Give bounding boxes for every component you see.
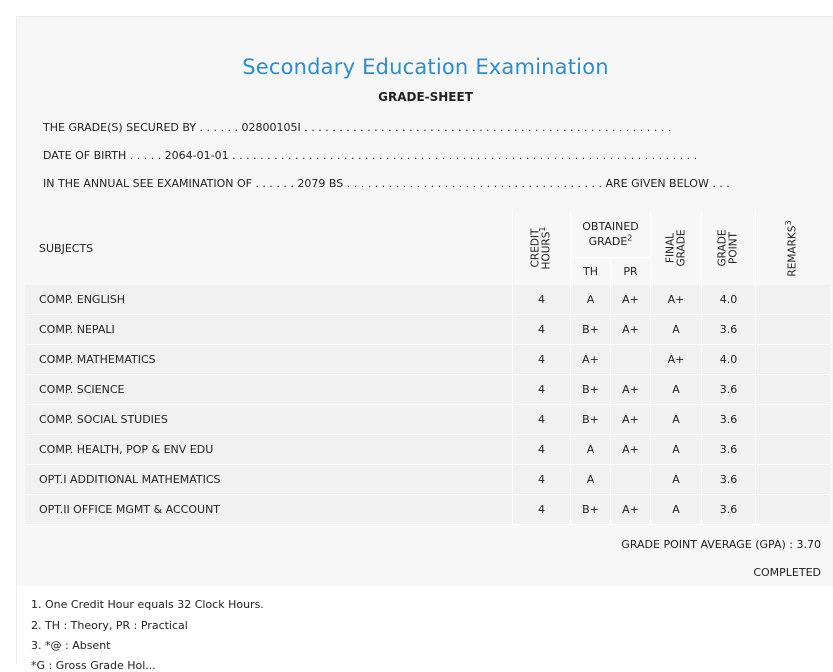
remarks-cell: [756, 495, 830, 525]
th-grade-cell: A: [571, 435, 611, 465]
pr-grade-cell: A+: [611, 375, 651, 405]
grade-point-cell: 3.6: [702, 375, 756, 405]
final-grade-cell: A: [651, 375, 702, 405]
obtained-header-line1: OBTAINED: [582, 220, 639, 233]
secured-by-line: THE GRADE(S) SECURED BY . . . . . . 02800105I . . . . . . . . . . . . . . . . . . . . . . . . . . . . . . . . . . . . . . . . . . . . . . . . . . . . .: [43, 121, 672, 134]
table-row: [25, 495, 830, 525]
credit-header-line1: CREDIT: [529, 228, 542, 268]
note-item: 3. *@ : Absent: [31, 639, 111, 652]
grades-table: [25, 211, 830, 525]
pr-header: PR: [611, 258, 651, 285]
point-header-line1: GRADE: [716, 229, 729, 267]
credit-cell: 4: [513, 345, 571, 375]
credit-cell: 4: [513, 435, 571, 465]
grade-point-cell: 3.6: [702, 315, 756, 345]
subjects-header-label: SUBJECTS: [39, 241, 94, 255]
note-item: 2. TH : Theory, PR : Practical: [31, 619, 188, 632]
final-grade-cell: A: [651, 315, 702, 345]
remarks-cell: [756, 375, 830, 405]
credit-cell: 4: [513, 465, 571, 495]
obtained-footnote-mark: 2: [627, 233, 633, 243]
table-row: [25, 405, 830, 435]
remarks-cell: [756, 345, 830, 375]
remarks-header: [756, 211, 830, 285]
final-grade-cell: A+: [651, 345, 702, 375]
credit-hours-header: [513, 211, 571, 285]
th-grade-cell: A: [571, 285, 611, 315]
grade-point-cell: 3.6: [702, 465, 756, 495]
table-header-row: [25, 211, 830, 258]
credit-cell: 4: [513, 285, 571, 315]
credit-header-line2: HOURS: [540, 231, 553, 270]
subjects-header: [25, 211, 513, 285]
grade-point-cell: 3.6: [702, 405, 756, 435]
table-row: [25, 315, 830, 345]
final-grade-cell: A: [651, 465, 702, 495]
credit-cell: 4: [513, 375, 571, 405]
dob-line: DATE OF BIRTH . . . . . 2064-01-01 . . . . . . . . . . . . . . . . . . . . . . . . . . . . . . . . . . . . . . . . . . . . . . . . . . . . . . . . . . . . . . . . . . .: [43, 149, 698, 162]
note-item: 1. One Credit Hour equals 32 Clock Hours.: [31, 598, 264, 611]
grade-sheet-heading: GRADE-SHEET: [378, 90, 473, 104]
final-grade-cell: A: [651, 405, 702, 435]
subject-cell: COMP. ENGLISH: [25, 285, 513, 315]
pr-grade-cell: [611, 465, 651, 495]
final-grade-cell: A: [651, 435, 702, 465]
pr-grade-cell: A+: [611, 495, 651, 525]
table-row: [25, 285, 830, 315]
remarks-cell: [756, 315, 830, 345]
grade-point-cell: 3.6: [702, 435, 756, 465]
grade-point-cell: 4.0: [702, 285, 756, 315]
credit-cell: 4: [513, 495, 571, 525]
grade-rows: [25, 285, 830, 525]
pr-grade-cell: [611, 345, 651, 375]
final-header-line1: FINAL: [663, 232, 676, 264]
th-grade-cell: B+: [571, 375, 611, 405]
obtained-header-line2: GRADE: [588, 235, 628, 248]
subject-cell: OPT.I ADDITIONAL MATHEMATICS: [25, 465, 513, 495]
gpa-summary: GRADE POINT AVERAGE (GPA) : 3.70: [621, 538, 821, 551]
th-grade-cell: B+: [571, 495, 611, 525]
final-grade-cell: A: [651, 495, 702, 525]
subject-cell: COMP. NEPALI: [25, 315, 513, 345]
subject-cell: COMP. MATHEMATICS: [25, 345, 513, 375]
th-grade-cell: B+: [571, 405, 611, 435]
remarks-cell: [756, 465, 830, 495]
grade-sheet: [16, 16, 833, 672]
table-row: [25, 435, 830, 465]
subject-cell: COMP. HEALTH, POP & ENV EDU: [25, 435, 513, 465]
remarks-header-label: REMARKS: [786, 225, 799, 277]
subject-cell: COMP. SCIENCE: [25, 375, 513, 405]
credit-cell: 4: [513, 405, 571, 435]
table-row: [25, 465, 830, 495]
final-header-line2: GRADE: [674, 229, 687, 267]
pr-grade-cell: A+: [611, 285, 651, 315]
exam-title: Secondary Education Examination: [242, 55, 609, 79]
final-grade-header: [651, 211, 702, 285]
point-header-line2: POINT: [727, 232, 740, 264]
pr-grade-cell: A+: [611, 435, 651, 465]
final-grade-cell: A+: [651, 285, 702, 315]
credit-cell: 4: [513, 315, 571, 345]
grade-point-cell: 4.0: [702, 345, 756, 375]
exam-line: IN THE ANNUAL SEE EXAMINATION OF . . . . . . 2079 BS . . . . . . . . . . . . . . . . . . . . . . . . . . . . . . . . . . . . . ARE GIVEN BELOW . . .: [43, 177, 730, 190]
table-row: [25, 345, 830, 375]
note-item: *G : Gross Grade Hol...: [31, 659, 156, 672]
grade-point-header: [702, 211, 756, 285]
th-grade-cell: A+: [571, 345, 611, 375]
credit-footnote-mark: 1: [538, 226, 547, 232]
subject-cell: OPT.II OFFICE MGMT & ACCOUNT: [25, 495, 513, 525]
remarks-cell: [756, 435, 830, 465]
notes-section: [17, 586, 833, 672]
table-row: [25, 375, 830, 405]
result-status: COMPLETED: [753, 566, 821, 579]
remarks-footnote-mark: 3: [784, 219, 793, 226]
th-header: TH: [571, 258, 611, 285]
subject-cell: COMP. SOCIAL STUDIES: [25, 405, 513, 435]
remarks-cell: [756, 405, 830, 435]
pr-grade-cell: A+: [611, 315, 651, 345]
obtained-grade-header: [571, 211, 651, 258]
remarks-cell: [756, 285, 830, 315]
th-grade-cell: B+: [571, 315, 611, 345]
th-grade-cell: A: [571, 465, 611, 495]
grade-point-cell: 3.6: [702, 495, 756, 525]
pr-grade-cell: A+: [611, 405, 651, 435]
